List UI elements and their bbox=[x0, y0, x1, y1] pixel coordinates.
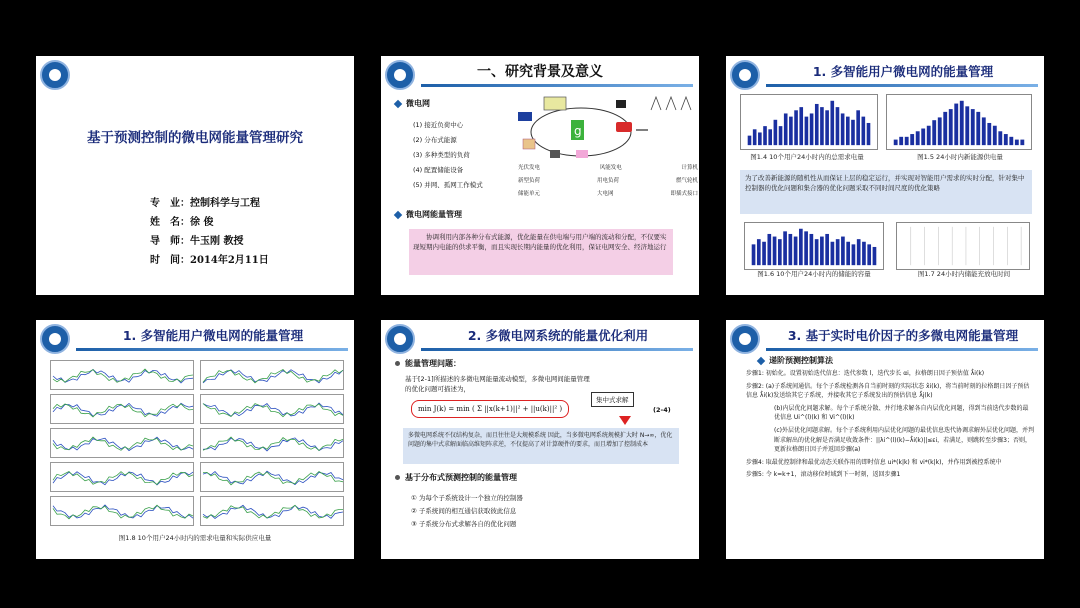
line-series bbox=[53, 403, 193, 416]
chart-bar bbox=[804, 231, 808, 265]
section-heading: 基于分布式预测控制的能量管理 bbox=[395, 472, 517, 483]
chart-bar bbox=[851, 120, 855, 145]
list-item: (1) 接近负荷中心 bbox=[413, 121, 464, 129]
chart-bar bbox=[852, 244, 856, 265]
slide-title: 1. 多智能用户微电网的能量管理 bbox=[812, 64, 994, 79]
chart-bar bbox=[1015, 140, 1019, 146]
user-demand-line-chart bbox=[50, 394, 194, 424]
user-demand-line-chart bbox=[50, 496, 194, 526]
renewable-bar-chart bbox=[886, 94, 1032, 150]
legend-item: 新型负荷 bbox=[518, 178, 541, 184]
section-heading: 递阶预测控制算法 bbox=[758, 355, 833, 366]
chart-bar bbox=[753, 129, 757, 145]
feature-list bbox=[413, 118, 483, 193]
info-row: 导 师：牛玉刚 教授 bbox=[150, 236, 244, 247]
chart-bar bbox=[965, 106, 969, 145]
slide-title: 一、研究背景及意义 bbox=[477, 64, 603, 80]
figure-caption: 图1.4 10个用户24小时内的总需求电量 bbox=[750, 153, 864, 161]
chart-bar bbox=[789, 117, 793, 146]
chart-bar bbox=[789, 234, 793, 265]
chart-bar bbox=[825, 110, 829, 145]
legend-item: 大电网 bbox=[596, 191, 614, 197]
title-underline bbox=[766, 84, 1038, 87]
section-heading: 微电网能量管理 bbox=[395, 209, 462, 220]
university-logo-icon bbox=[385, 324, 415, 354]
chart-bar bbox=[778, 239, 782, 265]
legend-item: 即插式接口 bbox=[670, 191, 698, 197]
section-heading: 能量管理问题： bbox=[395, 358, 461, 369]
list-item: (5) 并网、孤网工作模式 bbox=[413, 181, 483, 189]
line-series bbox=[203, 505, 343, 518]
legend-item: 燃气轮机 bbox=[675, 178, 698, 184]
chart-bar bbox=[873, 247, 877, 265]
bullet-icon bbox=[395, 361, 400, 366]
description-box: 为了改善新能源的随机性从而保证上层的稳定运行，并实现对智能用户需求的实时分配，针对集中控制器的优化问题和集合器的优化问题采取不同时间尺度的优化策略 bbox=[740, 170, 1032, 214]
chart-bar bbox=[794, 110, 798, 145]
user-demand-line-chart bbox=[200, 428, 344, 458]
chart-bar bbox=[815, 104, 819, 145]
bullet-icon bbox=[395, 475, 400, 480]
chart-bar bbox=[830, 101, 834, 145]
chart-bar bbox=[954, 104, 958, 146]
bullet-icon bbox=[394, 99, 402, 107]
chart-bar bbox=[815, 239, 819, 265]
algorithm-step: (b)内层优化问题求解。每个子系统分散、并行地求解各自内层优化问题，得到当前迭代步数的最优信息 Ui^(l)(k) 和 Vi^(l)(k) bbox=[774, 404, 1029, 422]
legend-item: 用电负荷 bbox=[596, 178, 619, 184]
svg-text:g: g bbox=[574, 124, 582, 138]
chart-bar bbox=[960, 101, 964, 145]
slide-thumbnail-2[interactable] bbox=[381, 56, 699, 295]
chart-bar bbox=[921, 129, 925, 146]
section-heading: 微电网 bbox=[395, 98, 430, 109]
user-demand-line-chart bbox=[200, 462, 344, 492]
bullet-icon bbox=[757, 356, 765, 364]
figure-caption: 图1.7 24小时内储能充放电时间 bbox=[917, 270, 1011, 278]
chart-bar bbox=[905, 137, 909, 145]
chart-bar bbox=[862, 242, 866, 265]
chart-bar bbox=[758, 132, 762, 145]
university-logo-icon bbox=[40, 324, 70, 354]
solar-panel-icon bbox=[518, 112, 532, 121]
chart-bar bbox=[774, 120, 778, 145]
university-logo-icon bbox=[730, 60, 760, 90]
chart-bar bbox=[773, 237, 777, 266]
chart-bar bbox=[846, 242, 850, 265]
list-item: (3) 多种类型的负荷 bbox=[413, 151, 470, 159]
chart-bar bbox=[927, 126, 931, 145]
callout-box: 集中式求解 bbox=[591, 392, 634, 407]
chart-bar bbox=[857, 239, 861, 265]
user-demand-line-chart bbox=[50, 428, 194, 458]
info-row: 姓 名：徐 俊 bbox=[150, 217, 214, 228]
method-list bbox=[411, 492, 523, 531]
slide-thumbnail-3[interactable] bbox=[726, 56, 1044, 295]
chart-bar bbox=[862, 117, 866, 146]
bullet-icon bbox=[394, 210, 402, 218]
chart-bar bbox=[993, 126, 997, 145]
chart-bar bbox=[894, 140, 898, 146]
legend-item: 风能发电 bbox=[599, 165, 622, 171]
chart-bar bbox=[784, 113, 788, 145]
chart-bar bbox=[762, 242, 766, 265]
line-series bbox=[203, 472, 343, 485]
chart-bar bbox=[1020, 140, 1024, 146]
legend-item: 储能单元 bbox=[518, 191, 541, 197]
user-demand-line-chart bbox=[200, 394, 344, 424]
chart-bar bbox=[783, 231, 787, 265]
algorithm-step: 步骤4: 取最优控制律和最优动态关联作用的即时信息 ui*(k|k) 和 vi*(k|k)，并作用到被控系统中 bbox=[746, 458, 1002, 466]
chart-bar bbox=[779, 126, 783, 145]
formula-number: (2-4) bbox=[653, 406, 671, 414]
chart-bar bbox=[1004, 134, 1008, 145]
paragraph: 基于[2-1]所描述的多微电网能量流动模型，多微电网间能量管理 bbox=[405, 375, 590, 383]
chart-bar bbox=[867, 123, 871, 145]
storage-bar-chart bbox=[744, 222, 884, 270]
chart-bar bbox=[799, 229, 803, 265]
description-box: 协调利用内部各种分布式能源，优化能量在供电端与用户端的流动和分配，不仅要实现短期内电能的供求平衡，而且实现长期内能量的优化利用，保证电网安全、经济地运行 bbox=[409, 229, 673, 275]
algorithm-step: 步骤5: 令 k=k+1，滚动移位时域到下一时刻，返回步骤1 bbox=[746, 471, 901, 479]
user-demand-line-chart bbox=[50, 462, 194, 492]
list-item: ① 为每个子系统设计一个独立的控制器 bbox=[411, 494, 523, 502]
chart-bar bbox=[998, 131, 1002, 145]
user-demand-line-chart bbox=[200, 360, 344, 390]
university-logo-icon bbox=[730, 324, 760, 354]
figure-caption: 图1.8 10个用户24小时内的需求电量和实际供应电量 bbox=[118, 534, 272, 542]
chart-bar bbox=[1009, 137, 1013, 145]
list-item: ② 子系统间的相互通信获取彼此信息 bbox=[411, 507, 517, 515]
chart-bar bbox=[899, 137, 903, 145]
line-chart-grid bbox=[50, 360, 346, 530]
chart-bar bbox=[836, 239, 840, 265]
chart-bar bbox=[805, 117, 809, 146]
title-underline bbox=[421, 348, 693, 351]
algorithm-step: 步骤1: 初始化。设置初始迭代信息：迭代参数 l，迭代步长 αi，拉格朗日因子预估值 λ̂i(k) bbox=[746, 370, 985, 377]
chart-bar bbox=[768, 129, 772, 145]
user-demand-line-chart bbox=[200, 496, 344, 526]
legend-item: 计算机 bbox=[681, 165, 698, 171]
slide-thumbnail-4[interactable] bbox=[36, 320, 354, 559]
line-series bbox=[53, 472, 193, 485]
chart-bar bbox=[910, 134, 914, 145]
chart-bar bbox=[916, 131, 920, 145]
chart-bar bbox=[841, 237, 845, 266]
title-underline bbox=[76, 348, 348, 351]
chart-bar bbox=[825, 234, 829, 265]
chart-bar bbox=[932, 120, 936, 145]
line-series bbox=[203, 370, 343, 383]
chart-bar bbox=[763, 126, 767, 145]
chart-bar bbox=[938, 117, 942, 145]
slide-thumbnail-6[interactable] bbox=[726, 320, 1044, 559]
charge-time-chart bbox=[896, 222, 1030, 270]
figure-caption: 图1.5 24小时内新能源供电量 bbox=[917, 153, 1003, 161]
chart-bar bbox=[976, 112, 980, 145]
chart-bar bbox=[982, 117, 986, 145]
paragraph: 的优化问题可描述为， bbox=[405, 385, 470, 393]
list-item: (4) 配置储能设备 bbox=[413, 166, 464, 174]
slide-thumbnail-1[interactable] bbox=[36, 56, 354, 295]
title-underline bbox=[766, 348, 1038, 351]
formula: min J(k) = min ( Σ ||x(k+1)||² + ||u(k)||² ) bbox=[411, 400, 569, 418]
algorithm-steps bbox=[746, 369, 1034, 480]
info-block bbox=[150, 194, 269, 270]
chart-bar bbox=[757, 239, 761, 265]
line-series bbox=[53, 437, 193, 450]
chart-bar bbox=[767, 234, 771, 265]
user-demand-line-chart bbox=[50, 360, 194, 390]
chart-bar bbox=[836, 107, 840, 145]
chart-bar bbox=[856, 110, 860, 145]
legend-item: 光伏发电 bbox=[518, 165, 541, 171]
down-arrow-icon bbox=[619, 416, 631, 425]
chart-bar bbox=[810, 113, 814, 145]
info-row: 专 业：控制科学与工程 bbox=[150, 198, 260, 209]
chart-bar bbox=[846, 117, 850, 146]
slide-title: 1. 多智能用户微电网的能量管理 bbox=[122, 328, 304, 343]
algorithm-step: 步骤2: (a)子系统间通信。每个子系统检测各自当前时刻的实际状态 x̂i(k)，将当前时刻的拉格朗日因子预估信息 λ̂i(k)发送给其它子系统，并接收其它子系统发出的预估信息 λ̂j(k) bbox=[746, 382, 1030, 400]
chart-bar bbox=[820, 237, 824, 266]
line-series bbox=[203, 438, 343, 451]
list-item: (2) 分布式能源 bbox=[413, 136, 457, 144]
slide-title: 3. 基于实时电价因子的多微电网能量管理 bbox=[787, 328, 1019, 343]
title-underline bbox=[421, 84, 693, 87]
slide-title: 基于预测控制的微电网能量管理研究 bbox=[87, 130, 303, 146]
university-logo-icon bbox=[40, 60, 70, 90]
diagram-legend bbox=[518, 164, 698, 198]
list-item: ③ 子系统分布式求解各自的优化问题 bbox=[411, 520, 517, 528]
chart-bar bbox=[810, 234, 814, 265]
chart-bar bbox=[831, 242, 835, 265]
line-series bbox=[53, 404, 193, 417]
chart-bar bbox=[987, 123, 991, 145]
chart-bar bbox=[943, 112, 947, 145]
chart-bar bbox=[799, 107, 803, 145]
chart-bar bbox=[752, 244, 756, 265]
chart-bar bbox=[841, 113, 845, 145]
line-series bbox=[203, 403, 343, 416]
description-box: 多微电网系统不仅结构复杂，而且往往是大规模系统 因此，当多微电网系统规模扩大时 N→∞，优化问题的集中式求解面临高维矩阵求逆，不仅提高了对计算硬件的要求，而且增加了控制成本 bbox=[403, 428, 679, 464]
chart-bar bbox=[820, 107, 824, 145]
demand-bar-chart bbox=[740, 94, 878, 150]
chart-bar bbox=[971, 109, 975, 145]
info-row: 时 间：2014年2月11日 bbox=[150, 255, 269, 266]
chart-bar bbox=[867, 244, 871, 265]
figure-caption: 图1.6 10个用户24小时内的储能的容量 bbox=[757, 270, 871, 278]
chart-bar bbox=[794, 237, 798, 266]
algorithm-step: (c)外层优化问题求解。每个子系统利用内层优化问题的最优信息迭代协调求解外层优化问题，并判断求解出的优化解是否满足收敛条件：||λi^(l)(k)−λ̂i(k)||≤εi，若满足，则跳转至步骤3；否则，更新拉格朗日因子并返回步骤(a) bbox=[774, 426, 1034, 454]
chart-bar bbox=[949, 109, 953, 145]
slide-title: 2. 多微电网系统的能量优化利用 bbox=[467, 328, 649, 343]
chart-bar bbox=[748, 136, 752, 146]
slide-thumbnail-5[interactable] bbox=[381, 320, 699, 559]
